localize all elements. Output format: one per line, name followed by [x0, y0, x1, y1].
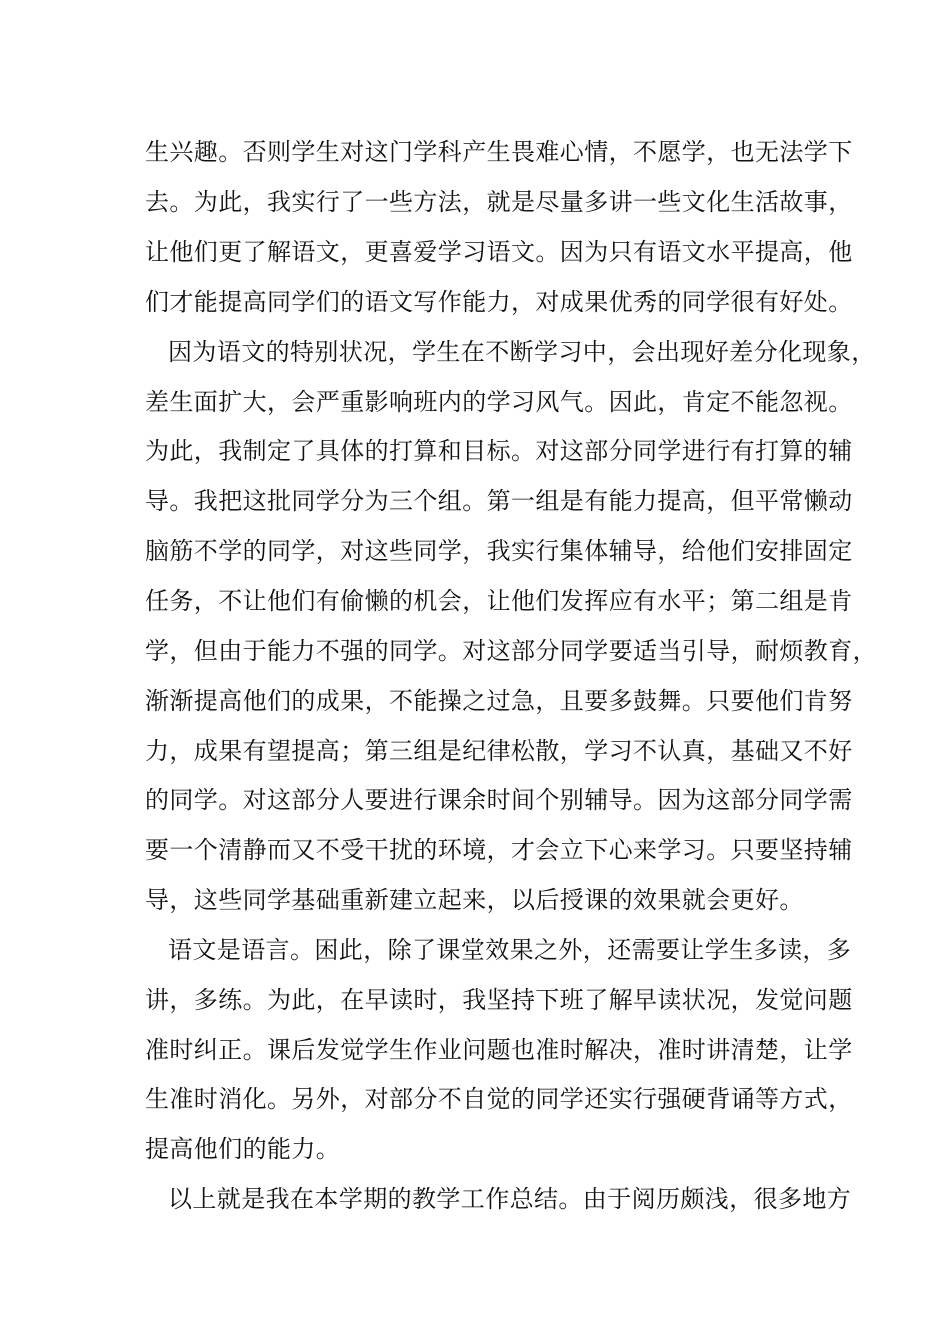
text-line: 生兴趣。否则学生对这门学科产生畏难心情，不愿学，也无法学下: [145, 138, 853, 166]
text-line: 们才能提高同学们的语文写作能力，对成果优秀的同学很有好处。: [145, 288, 853, 316]
text-line: 生准时消化。另外，对部分不自觉的同学还实行强硬背诵等方式，: [145, 1085, 853, 1113]
text-line: 力，成果有望提高；第三组是纪律松散，学习不认真，基础又不好: [145, 737, 853, 765]
text-line: 差生面扩大，会严重影响班内的学习风气。因此，肯定不能忽视。: [145, 388, 853, 416]
text-line: 导。我把这批同学分为三个组。第一组是有能力提高，但平常懒动: [145, 487, 853, 515]
text-line: 让他们更了解语文，更喜爱学习语文。因为只有语文水平提高，他: [145, 238, 853, 266]
text-line: 为此，我制定了具体的打算和目标。对这部分同学进行有打算的辅: [145, 437, 853, 465]
text-line: 去。为此，我实行了一些方法，就是尽量多讲一些文化生活故事，: [145, 188, 853, 216]
paragraph-first-line: 因为语文的特别状况，学生在不断学习中，会出现好差分化现象，: [168, 338, 876, 366]
text-line: 讲，多练。为此，在早读时，我坚持下班了解早读状况，发觉问题: [145, 986, 853, 1014]
text-line: 学，但由于能力不强的同学。对这部分同学要适当引导，耐烦教育，: [145, 637, 877, 665]
text-line: 提高他们的能力。: [145, 1135, 341, 1163]
text-line: 渐渐提高他们的成果，不能操之过急，且要多鼓舞。只要他们肯努: [145, 687, 853, 715]
text-line: 要一个清静而又不受干扰的环境，才会立下心来学习。只要坚持辅: [145, 836, 853, 864]
text-line: 导，这些同学基础重新建立起来，以后授课的效果就会更好。: [145, 886, 804, 914]
text-line: 脑筋不学的同学，对这些同学，我实行集体辅导，给他们安排固定: [145, 537, 853, 565]
text-line: 任务，不让他们有偷懒的机会，让他们发挥应有水平；第二组是肯: [145, 587, 853, 615]
text-line: 的同学。对这部分人要进行课余时间个别辅导。因为这部分同学需: [145, 786, 853, 814]
text-line: 准时纠正。课后发觉学生作业问题也准时解决，准时讲清楚，让学: [145, 1036, 853, 1064]
paragraph-first-line: 语文是语言。困此，除了课堂效果之外，还需要让学生多读，多: [168, 936, 852, 964]
paragraph-first-line: 以上就是我在本学期的教学工作总结。由于阅历颇浅，很多地方: [168, 1185, 852, 1213]
